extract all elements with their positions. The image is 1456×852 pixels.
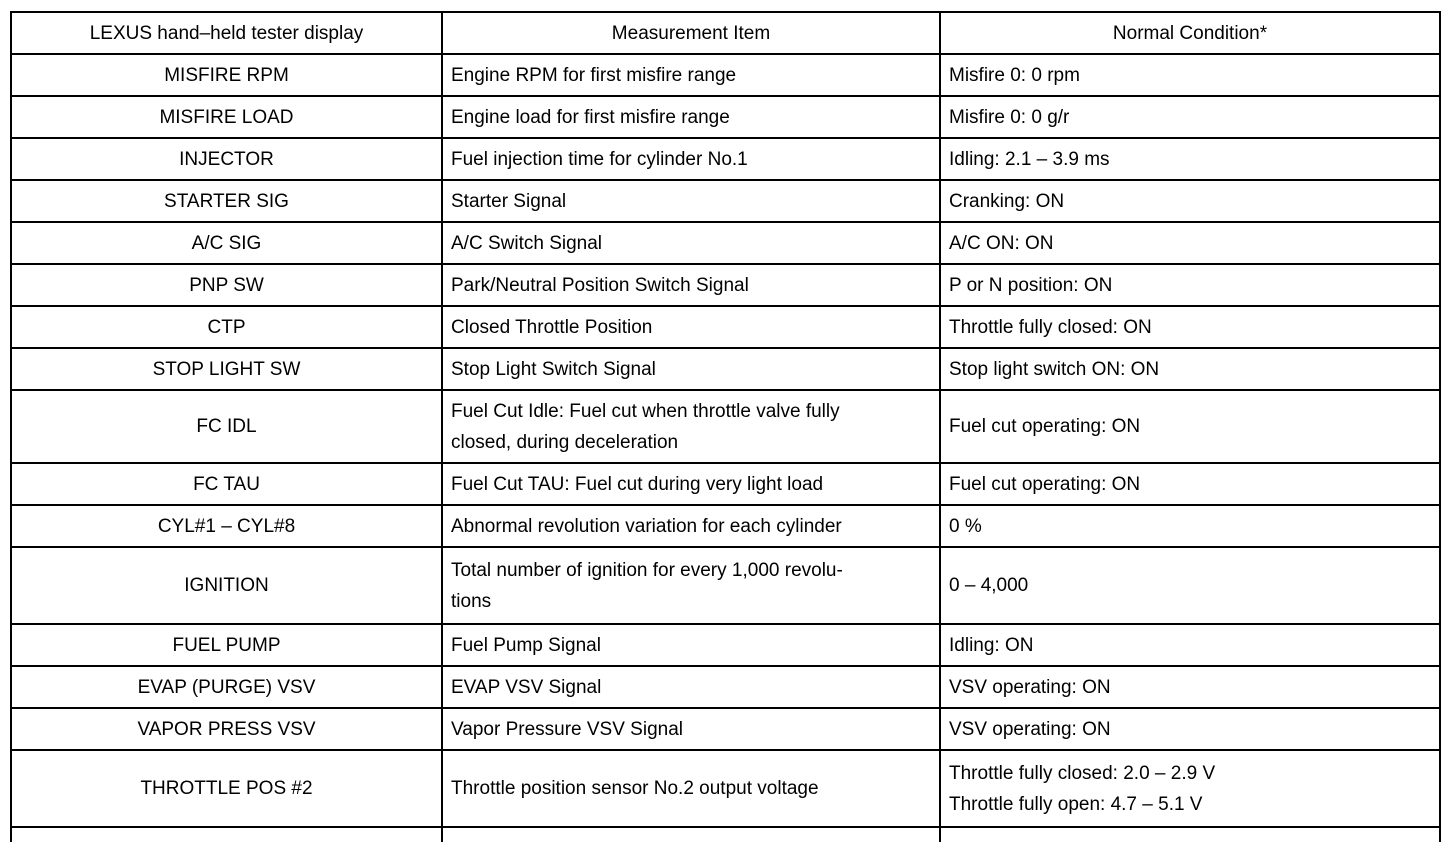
table-row xyxy=(11,547,1440,624)
display-cell: FC TAU xyxy=(11,463,442,505)
condition-cell xyxy=(940,624,1440,666)
display-cell: CTP xyxy=(11,306,442,348)
measurement-cell xyxy=(442,264,940,306)
empty-cell xyxy=(11,827,442,842)
display-cell: IGNITION xyxy=(11,547,442,624)
measurement-text: Engine load for first misfire range xyxy=(451,106,730,128)
measurement-text: Abnormal revolution variation for each cylinder xyxy=(451,515,842,537)
display-cell: VAPOR PRESS VSV xyxy=(11,708,442,750)
condition-text: Stop light switch ON: ON xyxy=(949,358,1160,380)
condition-cell xyxy=(940,547,1440,624)
measurement-text: Vapor Pressure VSV Signal xyxy=(451,718,683,740)
empty-cell xyxy=(940,827,1440,842)
condition-cell xyxy=(940,463,1440,505)
measurement-cell xyxy=(442,547,940,624)
table-row xyxy=(11,505,1440,547)
measurement-cell xyxy=(442,505,940,547)
condition-cell xyxy=(940,666,1440,708)
measurement-text: Engine RPM for first misfire range xyxy=(451,64,737,86)
display-cell: CYL#1 – CYL#8 xyxy=(11,505,442,547)
measurement-cell xyxy=(442,463,940,505)
data-list-table-container xyxy=(10,11,1439,842)
table-row xyxy=(11,463,1440,505)
table-row xyxy=(11,180,1440,222)
condition-text: Cranking: ON xyxy=(949,190,1065,212)
table-row xyxy=(11,264,1440,306)
condition-text: Misfire 0: 0 rpm xyxy=(949,64,1080,86)
condition-text: A/C ON: ON xyxy=(949,232,1054,254)
measurement-text: A/C Switch Signal xyxy=(451,232,603,254)
measurement-text: EVAP VSV Signal xyxy=(451,676,602,698)
condition-text: P or N position: ON xyxy=(949,274,1113,296)
header-measurement-item: Measurement Item xyxy=(442,12,940,54)
condition-text: Throttle fully closed: ON xyxy=(949,316,1152,338)
condition-text: Fuel cut operating: ON xyxy=(949,416,1141,437)
table-row xyxy=(11,54,1440,96)
condition-cell xyxy=(940,54,1440,96)
measurement-cell xyxy=(442,306,940,348)
table-row xyxy=(11,708,1440,750)
condition-text: Idling: 2.1 – 3.9 ms xyxy=(949,148,1110,170)
header-tester-display: LEXUS hand–held tester display xyxy=(11,12,442,54)
display-cell: INJECTOR xyxy=(11,138,442,180)
condition-cell xyxy=(940,180,1440,222)
table-row xyxy=(11,390,1440,463)
table-row xyxy=(11,96,1440,138)
condition-cell xyxy=(940,708,1440,750)
measurement-text: Throttle position sensor No.2 output voltage xyxy=(451,778,819,799)
display-cell: MISFIRE LOAD xyxy=(11,96,442,138)
condition-text: Throttle fully closed: 2.0 – 2.9 V xyxy=(949,762,1216,784)
condition-text: Throttle fully open: 4.7 – 5.1 V xyxy=(949,793,1203,815)
condition-text: 0 – 4,000 xyxy=(949,575,1029,596)
condition-text: VSV operating: ON xyxy=(949,718,1111,740)
measurement-cell xyxy=(442,750,940,827)
condition-text: 0 % xyxy=(949,515,982,537)
condition-cell xyxy=(940,505,1440,547)
measurement-cell xyxy=(442,222,940,264)
measurement-cell xyxy=(442,348,940,390)
measurement-text: Fuel Pump Signal xyxy=(451,634,601,656)
condition-text: VSV operating: ON xyxy=(949,676,1111,698)
table-row xyxy=(11,138,1440,180)
display-cell: EVAP (PURGE) VSV xyxy=(11,666,442,708)
measurement-cell xyxy=(442,180,940,222)
display-cell: STARTER SIG xyxy=(11,180,442,222)
measurement-text: Fuel injection time for cylinder No.1 xyxy=(451,148,748,170)
measurement-cell xyxy=(442,624,940,666)
table-row xyxy=(11,666,1440,708)
measurement-cell xyxy=(442,390,940,463)
empty-cell xyxy=(442,827,940,842)
condition-cell xyxy=(940,390,1440,463)
condition-text: Idling: ON xyxy=(949,634,1034,656)
measurement-text: Park/Neutral Position Switch Signal xyxy=(451,274,749,296)
table-row xyxy=(11,306,1440,348)
display-cell: FUEL PUMP xyxy=(11,624,442,666)
table-header-row xyxy=(11,12,1440,54)
measurement-text: tions xyxy=(451,590,492,612)
condition-cell xyxy=(940,750,1440,827)
condition-text: Fuel cut operating: ON xyxy=(949,473,1141,495)
table-row xyxy=(11,348,1440,390)
condition-cell xyxy=(940,138,1440,180)
condition-cell xyxy=(940,306,1440,348)
display-cell: A/C SIG xyxy=(11,222,442,264)
measurement-text: Stop Light Switch Signal xyxy=(451,358,656,380)
measurement-cell xyxy=(442,666,940,708)
measurement-cell xyxy=(442,96,940,138)
measurement-text: Fuel Cut TAU: Fuel cut during very light load xyxy=(451,473,824,495)
measurement-cell xyxy=(442,54,940,96)
table-row-continued xyxy=(11,827,1440,842)
table-row xyxy=(11,222,1440,264)
condition-cell xyxy=(940,348,1440,390)
measurement-text: Total number of ignition for every 1,000 revolu- xyxy=(451,559,843,581)
display-cell: PNP SW xyxy=(11,264,442,306)
display-cell: FC IDL xyxy=(11,390,442,463)
table-row xyxy=(11,750,1440,827)
data-list-table xyxy=(10,11,1441,842)
condition-cell xyxy=(940,96,1440,138)
measurement-text: Starter Signal xyxy=(451,190,567,212)
display-cell: THROTTLE POS #2 xyxy=(11,750,442,827)
measurement-text: closed, during deceleration xyxy=(451,431,679,453)
measurement-text: Closed Throttle Position xyxy=(451,316,653,338)
measurement-cell xyxy=(442,138,940,180)
header-normal-condition: Normal Condition* xyxy=(940,12,1440,54)
condition-cell xyxy=(940,222,1440,264)
display-cell: STOP LIGHT SW xyxy=(11,348,442,390)
table-row xyxy=(11,624,1440,666)
display-cell: MISFIRE RPM xyxy=(11,54,442,96)
condition-cell xyxy=(940,264,1440,306)
measurement-text: Fuel Cut Idle: Fuel cut when throttle valve fully xyxy=(451,400,840,422)
measurement-cell xyxy=(442,708,940,750)
condition-text: Misfire 0: 0 g/r xyxy=(949,106,1070,128)
